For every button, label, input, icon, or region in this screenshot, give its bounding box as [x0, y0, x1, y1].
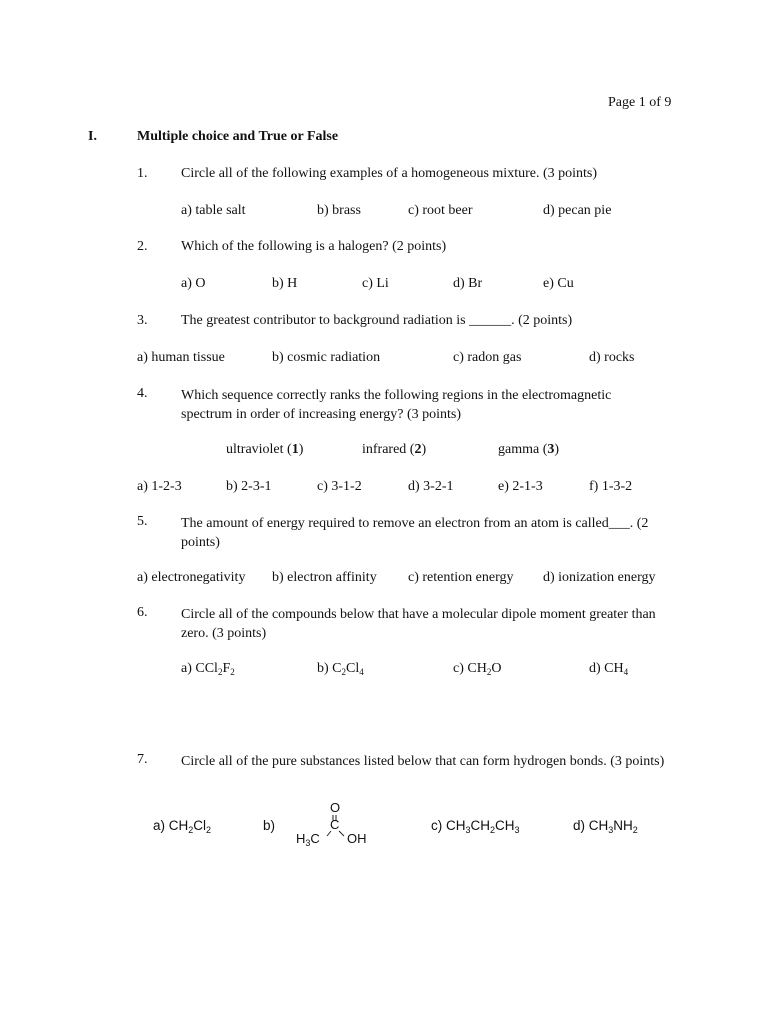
formula-part: F [222, 661, 231, 676]
question-5-text: The amount of energy required to remove an electron from an atom is called___. (2 points) [181, 516, 649, 550]
q4-option-b: b) 2-3-1 [226, 479, 272, 494]
formula-part: a) CH [153, 818, 189, 833]
formula-subscript: 2 [188, 825, 194, 835]
methyl-group [296, 832, 320, 846]
region-close: ) [421, 442, 427, 457]
formula-subscript: 4 [359, 667, 364, 677]
q4-option-c: c) 3-1-2 [317, 479, 362, 494]
q4-option-f: f) 1-3-2 [589, 479, 633, 494]
q7-option-b-label: b) [263, 818, 276, 833]
q4-option-e: e) 2-1-3 [498, 479, 543, 494]
formula-part: d) CH [589, 661, 624, 676]
q6-option-a [181, 661, 235, 677]
formula-subscript: 3 [465, 825, 471, 835]
atom-oxygen: O [330, 800, 341, 815]
formula-part: a) CCl [181, 661, 218, 676]
q2-option-a: a) O [181, 276, 206, 291]
formula-part: c) CH [453, 661, 487, 676]
q6-option-b [317, 661, 364, 677]
q7-option-a [153, 818, 211, 834]
question-3-number: 3. [137, 313, 148, 328]
formula-part: CH [470, 818, 491, 833]
formula-subscript: 2 [206, 825, 212, 835]
q5-option-a: a) electronegativity [137, 570, 246, 585]
question-2-text: Which of the following is a halogen? (2 points) [181, 239, 447, 254]
q6-option-d [589, 661, 628, 677]
atom-carbon: C [330, 817, 340, 832]
formula-part: Cl [193, 818, 207, 833]
formula-subscript: 2 [486, 667, 492, 677]
q3-option-c: c) radon gas [453, 350, 522, 365]
question-2-number: 2. [137, 239, 148, 254]
formula-part: O [491, 661, 502, 676]
question-5-number: 5. [137, 514, 148, 529]
formula-part: d) CH [573, 818, 609, 833]
hydroxyl-group: OH [347, 831, 367, 846]
q5-option-d: d) ionization energy [543, 570, 656, 585]
region-ultraviolet [226, 442, 303, 458]
question-4-text: Which sequence correctly ranks the following regions in the electromagnetic spectrum in order of increasing energy? (3 points) [181, 388, 612, 422]
formula-part: CH [495, 818, 515, 833]
q2-option-c: c) Li [362, 276, 389, 291]
formula-subscript: 2 [230, 667, 235, 677]
region-close: ) [554, 442, 560, 457]
formula-subscript: 3 [305, 838, 311, 848]
q2-option-d: d) Br [453, 276, 483, 291]
region-name: gamma ( [498, 442, 548, 457]
q2-option-b: b) H [272, 276, 298, 291]
region-number: 2 [414, 442, 422, 457]
page-number: Page 1 of 9 [608, 95, 672, 110]
atom-carbon-methyl: C [310, 831, 320, 846]
q7-option-c [431, 818, 520, 834]
question-7-text: Circle all of the pure substances listed below that can form hydrogen bonds. (3 points) [181, 754, 665, 769]
region-infrared [362, 442, 426, 458]
q5-option-c: c) retention energy [408, 570, 514, 585]
question-7-number: 7. [137, 752, 148, 767]
formula-part: b) C [317, 661, 342, 676]
region-gamma [498, 442, 559, 458]
region-number: 1 [291, 442, 299, 457]
q7-option-d [573, 818, 638, 834]
q3-option-d: d) rocks [589, 350, 635, 365]
formula-part: Cl [346, 661, 360, 676]
q1-option-c: c) root beer [408, 203, 473, 218]
region-number: 3 [547, 442, 555, 457]
q3-option-a: a) human tissue [137, 350, 225, 365]
q5-option-b: b) electron affinity [272, 570, 377, 585]
section-numeral: I. [88, 129, 97, 144]
formula-subscript: 3 [514, 825, 520, 835]
formula-part: NH [613, 818, 633, 833]
q1-option-a: a) table salt [181, 203, 246, 218]
formula-subscript: 2 [490, 825, 496, 835]
question-3-text: The greatest contributor to background radiation is ______. (2 points) [181, 313, 573, 328]
question-1-text: Circle all of the following examples of a homogeneous mixture. (3 points) [181, 166, 598, 181]
atom-hydrogen: H [296, 831, 306, 846]
q2-option-e: e) Cu [543, 276, 574, 291]
formula-subscript: 2 [217, 667, 223, 677]
section-title: Multiple choice and True or False [137, 129, 339, 144]
q4-option-d: d) 3-2-1 [408, 479, 454, 494]
question-1-number: 1. [137, 166, 148, 181]
formula-subscript: 2 [632, 825, 638, 835]
q1-option-b: b) brass [317, 203, 361, 218]
q1-option-d: d) pecan pie [543, 203, 612, 218]
question-6-text: Circle all of the compounds below that have a molecular dipole moment greater than zero. (3 points) [181, 607, 656, 641]
question-6-number: 6. [137, 605, 148, 620]
question-4-number: 4. [137, 386, 148, 401]
region-name: ultraviolet ( [226, 442, 292, 457]
formula-subscript: 4 [623, 667, 629, 677]
q4-option-a: a) 1-2-3 [137, 479, 182, 494]
formula-subscript: 2 [341, 667, 346, 677]
q6-option-c [453, 661, 501, 677]
formula-subscript: 3 [608, 825, 614, 835]
region-name: infrared ( [362, 442, 415, 457]
acetic-acid-structure [296, 800, 376, 846]
formula-part: c) CH [431, 818, 466, 833]
region-close: ) [298, 442, 304, 457]
q3-option-b: b) cosmic radiation [272, 350, 381, 365]
